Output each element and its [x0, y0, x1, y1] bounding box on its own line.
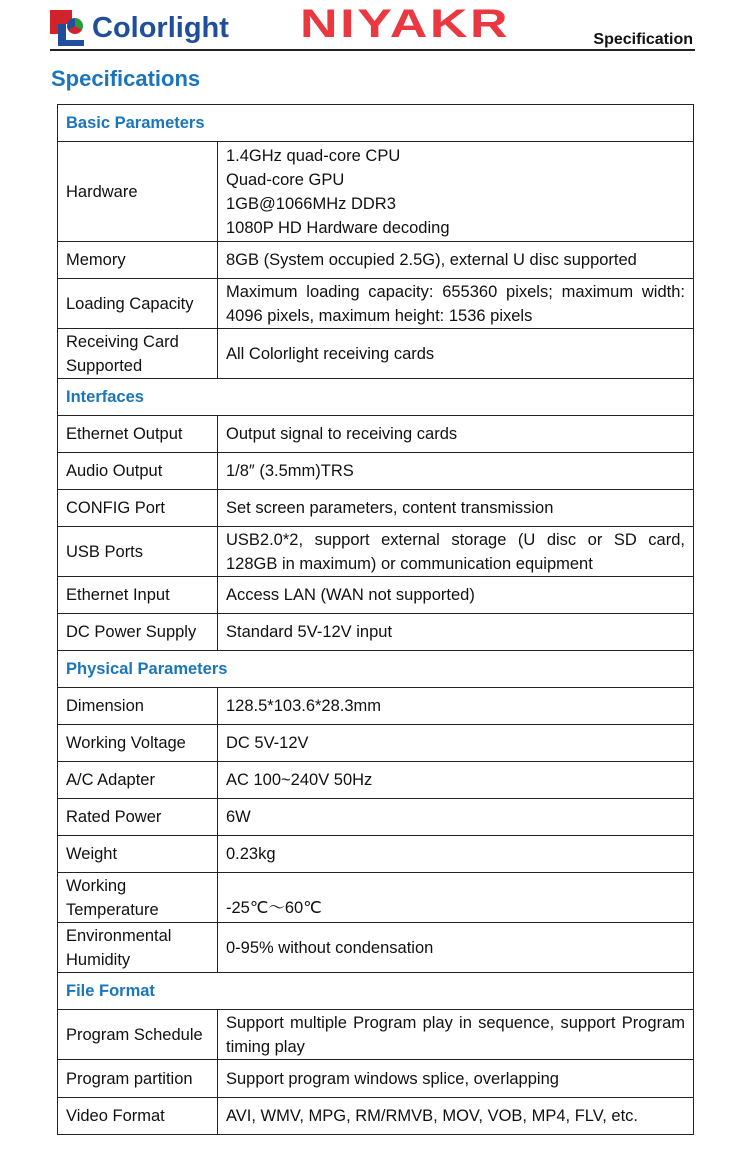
section-heading: Interfaces [58, 379, 694, 416]
spec-key: Loading Capacity [58, 279, 218, 329]
table-row [58, 329, 694, 379]
table-row [58, 1098, 694, 1135]
section-heading: Physical Parameters [58, 651, 694, 688]
table-row [58, 490, 694, 527]
spec-key: Ethernet Output [58, 416, 218, 453]
section-header-row [58, 379, 694, 416]
spec-key: Receiving Card Supported [58, 329, 218, 379]
spec-value: 1.4GHz quad-core CPU Quad-core GPU 1GB@1066MHz DDR3 1080P HD Hardware decoding [218, 142, 694, 242]
specifications-table [57, 104, 694, 1135]
spec-value: DC 5V-12V [218, 725, 694, 762]
spec-value: 0.23kg [218, 836, 694, 873]
spec-value: Maximum loading capacity: 655360 pixels; maximum width: 4096 pixels, maximum height: 1536 pixels [218, 279, 694, 329]
spec-value: -25℃～60℃ [218, 873, 694, 923]
logo-text: Colorlight [92, 11, 229, 44]
section-heading: Basic Parameters [58, 105, 694, 142]
table-row [58, 725, 694, 762]
table-row [58, 836, 694, 873]
section-heading: File Format [58, 973, 694, 1010]
spec-value: 8GB (System occupied 2.5G), external U disc supported [218, 242, 694, 279]
table-row [58, 142, 694, 242]
page-title: Specifications [51, 66, 201, 91]
spec-key: Memory [58, 242, 218, 279]
spec-value: Support program windows splice, overlapping [218, 1060, 694, 1098]
table-row [58, 923, 694, 973]
spec-value: USB2.0*2, support external storage (U disc or SD card, 128GB in maximum) or communication equipment [218, 527, 694, 577]
spec-value: AC 100~240V 50Hz [218, 762, 694, 799]
spec-key: Weight [58, 836, 218, 873]
spec-key: DC Power Supply [58, 614, 218, 651]
spec-key: Working Voltage [58, 725, 218, 762]
spec-value: Support multiple Program play in sequence, support Program timing play [218, 1010, 694, 1060]
spec-value: 1/8″ (3.5mm)TRS [218, 453, 694, 490]
table-row [58, 453, 694, 490]
section-header-row [58, 973, 694, 1010]
spec-key: CONFIG Port [58, 490, 218, 527]
table-row [58, 1010, 694, 1060]
table-row [58, 242, 694, 279]
spec-key: Rated Power [58, 799, 218, 836]
spec-key: Dimension [58, 688, 218, 725]
table-row [58, 799, 694, 836]
spec-key: Hardware [58, 142, 218, 242]
spec-key: Program Schedule [58, 1010, 218, 1060]
spec-value: Set screen parameters, content transmission [218, 490, 694, 527]
spec-key: Environmental Humidity [58, 923, 218, 973]
watermark: NIYAKR [300, 2, 511, 46]
spec-value: 128.5*103.6*28.3mm [218, 688, 694, 725]
table-row [58, 1060, 694, 1098]
table-row [58, 577, 694, 614]
spec-value: AVI, WMV, MPG, RM/RMVB, MOV, VOB, MP4, FLV, etc. [218, 1098, 694, 1135]
section-header-row [58, 651, 694, 688]
header-divider [50, 49, 695, 51]
spec-key: Video Format [58, 1098, 218, 1135]
colorlight-logo-icon [50, 10, 86, 46]
spec-key: USB Ports [58, 527, 218, 577]
table-row [58, 688, 694, 725]
table-row [58, 416, 694, 453]
table-row [58, 279, 694, 329]
spec-value: Access LAN (WAN not supported) [218, 577, 694, 614]
spec-key: Audio Output [58, 453, 218, 490]
spec-key: Ethernet Input [58, 577, 218, 614]
spec-key: A/C Adapter [58, 762, 218, 799]
table-row [58, 614, 694, 651]
spec-key: Working Temperature [58, 873, 218, 923]
spec-value: Output signal to receiving cards [218, 416, 694, 453]
header-section-label: Specification [593, 31, 693, 48]
table-row [58, 873, 694, 923]
spec-key: Program partition [58, 1060, 218, 1098]
section-header-row [58, 105, 694, 142]
spec-value: 0-95% without condensation [218, 923, 694, 973]
colorlight-logo [50, 8, 229, 48]
spec-value: Standard 5V-12V input [218, 614, 694, 651]
spec-value: All Colorlight receiving cards [218, 329, 694, 379]
table-row [58, 762, 694, 799]
table-row [58, 527, 694, 577]
spec-value: 6W [218, 799, 694, 836]
